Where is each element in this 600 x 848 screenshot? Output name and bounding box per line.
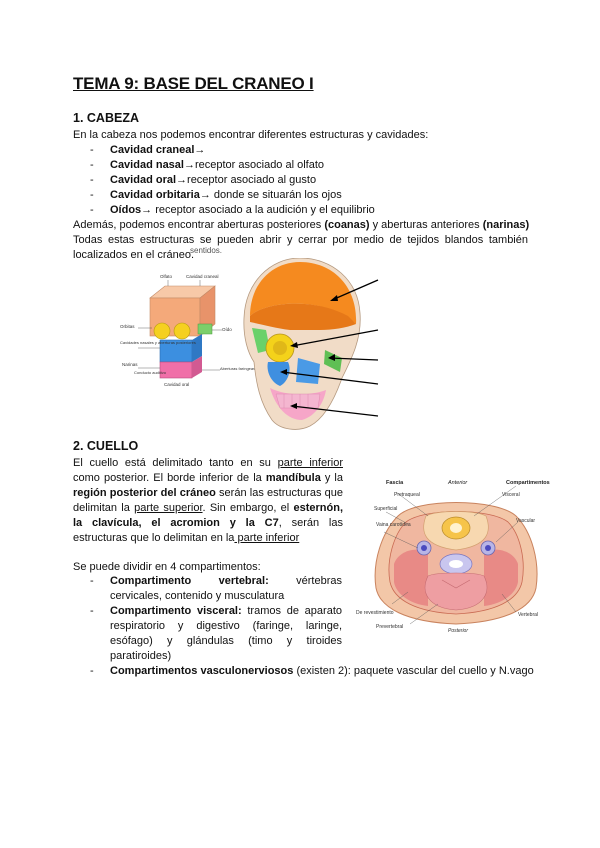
label-cavidad-oral: Cavidad oral: [164, 382, 190, 387]
section-heading-cabeza: 1. CABEZA: [73, 111, 139, 125]
label-vascular: Vascular: [516, 518, 536, 524]
label-compartimentos: Compartimentos: [506, 480, 550, 486]
neck-cross-section-figure: [356, 476, 554, 636]
label-superficial: Superficial: [374, 506, 398, 512]
head-cavities-figure: [120, 258, 385, 433]
list-item: - Cavidad nasal→receptor asociado al olfato: [90, 158, 530, 173]
section-heading-cuello: 2. CUELLO: [73, 439, 139, 453]
label-cavidad-nasal: Cavidades nasales y aberturas posteriores: [120, 340, 196, 345]
section-intro: En la cabeza nos podemos encontrar diferentes estructuras y cavidades:: [73, 129, 429, 141]
cavity-block-diagram: [120, 274, 255, 387]
compartments-list-cont: [90, 664, 540, 679]
label-anterior: Anterior: [448, 480, 468, 486]
list-item: - Compartimentos vasculonerviosos (existen 2): paquete vascular del cuello y N.vago: [90, 664, 540, 679]
list-item: - Cavidad oral→receptor asociado al gusto: [90, 173, 530, 188]
paragraph-compartimentos: Se puede dividir en 4 compartimentos:: [73, 561, 261, 573]
paragraph-aberturas: Además, podemos encontrar aberturas posteriores (coanas) y aberturas anteriores (narinas): [73, 219, 530, 231]
page-title: TEMA 9: BASE DEL CRANEO I: [73, 74, 314, 93]
neck-section-illustration: [375, 503, 537, 625]
label-vertebral: Vertebral: [518, 612, 539, 618]
label-olfato: Olfato: [160, 274, 173, 279]
paragraph-tejidos: Todas estas estructuras se pueden abrir y cerrar por medio de tejidos blandos también localizados en el cráneo.: [73, 234, 528, 261]
label-posterior: Posterior: [448, 628, 469, 634]
label-revestimiento: De revestimiento: [356, 610, 394, 616]
list-item: - Oídos→ receptor asociado a la audición y el equilibrio: [90, 203, 530, 218]
label-orbitas: Orbitas: [120, 324, 135, 329]
label-visceral: Visceral: [502, 492, 520, 498]
overlap-text: sentidos.: [190, 246, 223, 255]
label-cavidad-craneal: Cavidad craneal: [186, 274, 219, 279]
list-item: - Compartimento visceral: tramos de aparato respiratorio y digestivo (faringe, laringe, esófago) y glándulas (timo y tiroides paratiroides): [90, 604, 342, 664]
compartments-list: [90, 574, 342, 664]
list-item: - Cavidad craneal→: [90, 143, 530, 158]
paragraph-cuello: El cuello está delimitado tanto en su parte inferior como posterior. El borde inferior de la mandíbula y la región posterior del cráneo serán las estructuras que delimitan la parte superior. Sin embargo, el esternón, la clavícula, el acromion y la C7, serán las estructuras que lo delimitan en la parte inferior: [73, 457, 343, 544]
label-vaina: Vaina carotídea: [376, 522, 411, 528]
label-conducto: Conducto auditivo: [134, 370, 167, 375]
label-pretraqueal: Pretraqueal: [394, 492, 420, 498]
label-oido: Oído: [222, 327, 232, 332]
label-prevertebral: Prevertebral: [376, 624, 404, 630]
label-abertura: Aberturas faríngeas: [220, 366, 256, 371]
label-narinas: Narinas: [122, 362, 138, 367]
label-fascia: Fascia: [386, 480, 404, 486]
cavities-list: [90, 143, 530, 218]
list-item: - Compartimento vertebral: vértebras cervicales, contenido y musculatura: [90, 574, 342, 604]
list-item: - Cavidad orbitaria→ donde se situarán los ojos: [90, 188, 530, 203]
